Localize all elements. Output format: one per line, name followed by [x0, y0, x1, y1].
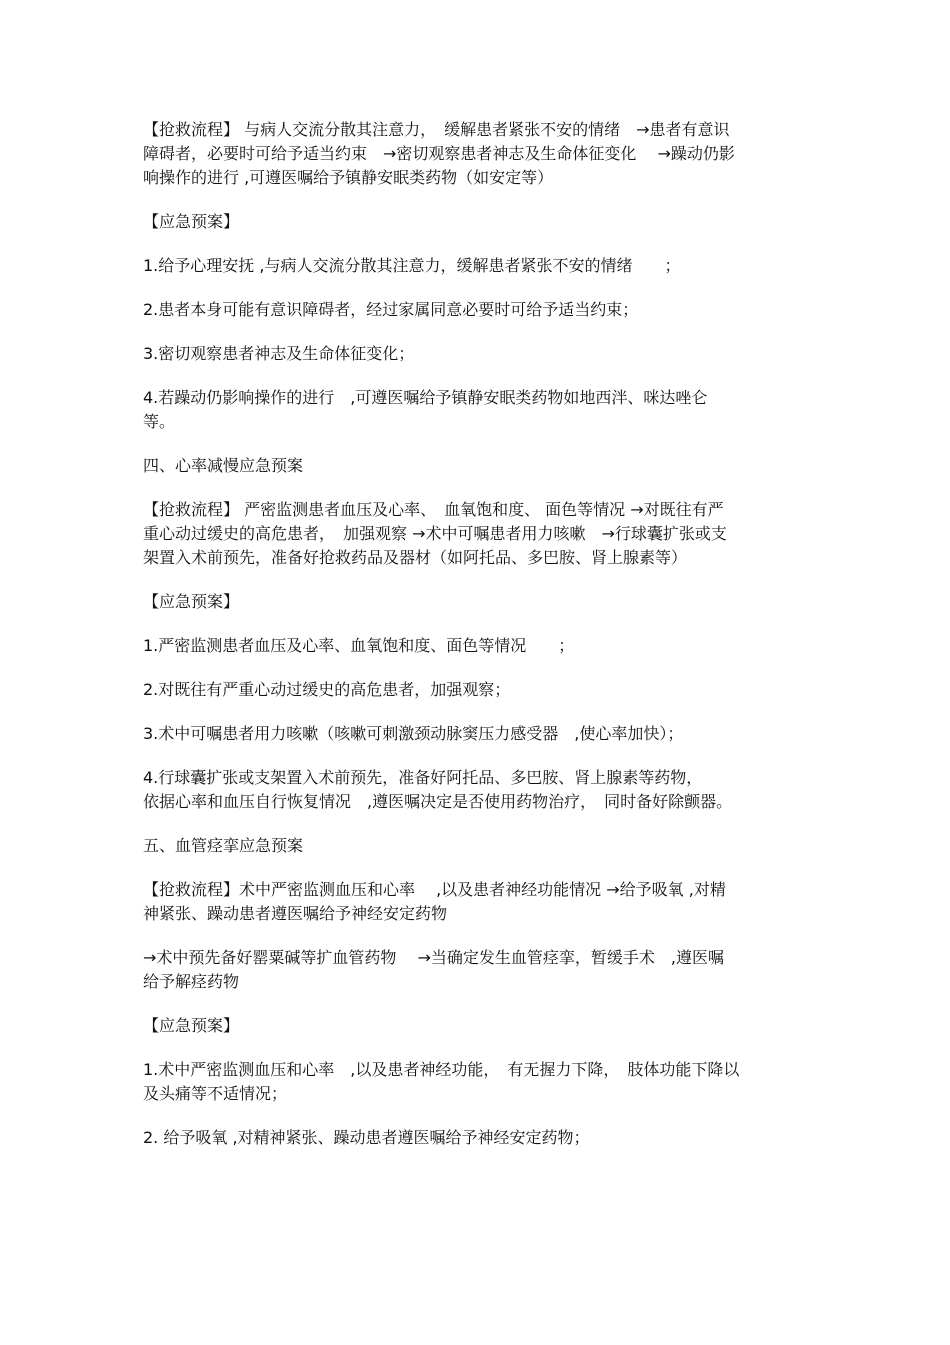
heading-emergency-plan-2	[143, 590, 808, 614]
text-line: 架置入术前预先，准备好抢救药品及器材（如阿托品、多巴胺、肾上腺素等）	[143, 548, 688, 567]
paragraph-rescue-process-2	[143, 498, 808, 570]
text-line: 神紧张、躁动患者遵医嘱给予神经安定药物	[143, 904, 448, 923]
text-line: 【应急预案】	[143, 1016, 240, 1035]
section-heading-5	[143, 834, 808, 858]
text-line: 1.给予心理安抚 ,与病人交流分散其注意力，缓解患者紧张不安的情绪 ；	[143, 256, 681, 275]
list-item	[143, 1058, 808, 1106]
text-line: 【抢救流程】 与病人交流分散其注意力， 缓解患者紧张不安的情绪 →患者有意识	[143, 120, 730, 139]
text-line: 障碍者，必要时可给予适当约束 →密切观察患者神志及生命体征变化 →躁动仍影	[143, 144, 735, 163]
list-item	[143, 766, 808, 814]
text-line: 【应急预案】	[143, 592, 240, 611]
paragraph-rescue-process-1	[143, 118, 808, 190]
heading-emergency-plan-1	[143, 210, 808, 234]
text-line: 2. 给予吸氧 ,对精神紧张、躁动患者遵医嘱给予神经安定药物；	[143, 1128, 590, 1147]
section-heading-4	[143, 454, 808, 478]
list-item	[143, 342, 808, 366]
text-line: →术中预先备好罂粟碱等扩血管药物 →当确定发生血管痉挛，暂缓手术 ,遵医嘱	[143, 948, 724, 967]
text-line: 依据心率和血压自行恢复情况 ,遵医嘱决定是否使用药物治疗， 同时备好除颤器。	[143, 792, 733, 811]
list-item	[143, 254, 808, 278]
text-line: 五、血管痉挛应急预案	[143, 836, 304, 855]
text-line: 4.行球囊扩张或支架置入术前预先，准备好阿托品、多巴胺、肾上腺素等药物，	[143, 768, 703, 787]
text-line: 重心动过缓史的高危患者， 加强观察 →术中可嘱患者用力咳嗽 →行球囊扩张或支	[143, 524, 727, 543]
heading-emergency-plan-3	[143, 1014, 808, 1038]
text-line: 1.术中严密监测血压和心率 ,以及患者神经功能， 有无握力下降， 肢体功能下降以	[143, 1060, 740, 1079]
text-line: 2.对既往有严重心动过缓史的高危患者，加强观察；	[143, 680, 511, 699]
text-line: 3.术中可嘱患者用力咳嗽（咳嗽可刺激颈动脉窦压力感受器 ,使心率加快）；	[143, 724, 684, 743]
list-item	[143, 386, 808, 434]
text-line: 【应急预案】	[143, 212, 240, 231]
text-line: 3.密切观察患者神志及生命体征变化；	[143, 344, 415, 363]
text-line: 四、心率减慢应急预案	[143, 456, 304, 475]
text-line: 1.严密监测患者血压及心率、血氧饱和度、面色等情况 ；	[143, 636, 575, 655]
text-line: 2.患者本身可能有意识障碍者，经过家属同意必要时可给予适当约束；	[143, 300, 639, 319]
text-line: 【抢救流程】术中严密监测血压和心率 ,以及患者神经功能情况 →给予吸氧 ,对精	[143, 880, 726, 899]
text-line: 及头痛等不适情况；	[143, 1084, 288, 1103]
paragraph-rescue-process-3-cont	[143, 946, 808, 994]
list-item	[143, 722, 808, 746]
list-item	[143, 678, 808, 702]
text-line: 等。	[143, 412, 176, 431]
text-line: 【抢救流程】 严密监测患者血压及心率、 血氧饱和度、 面色等情况 →对既往有严	[143, 500, 724, 519]
list-item	[143, 298, 808, 322]
text-line: 给予解痉药物	[143, 972, 240, 991]
list-item	[143, 634, 808, 658]
document-body	[143, 118, 808, 1150]
list-item	[143, 1126, 808, 1150]
paragraph-rescue-process-3	[143, 878, 808, 926]
text-line: 响操作的进行 ,可遵医嘱给予镇静安眠类药物（如安定等）	[143, 168, 554, 187]
text-line: 4.若躁动仍影响操作的进行 ,可遵医嘱给予镇静安眠类药物如地西泮、咪达唑仑	[143, 388, 708, 407]
